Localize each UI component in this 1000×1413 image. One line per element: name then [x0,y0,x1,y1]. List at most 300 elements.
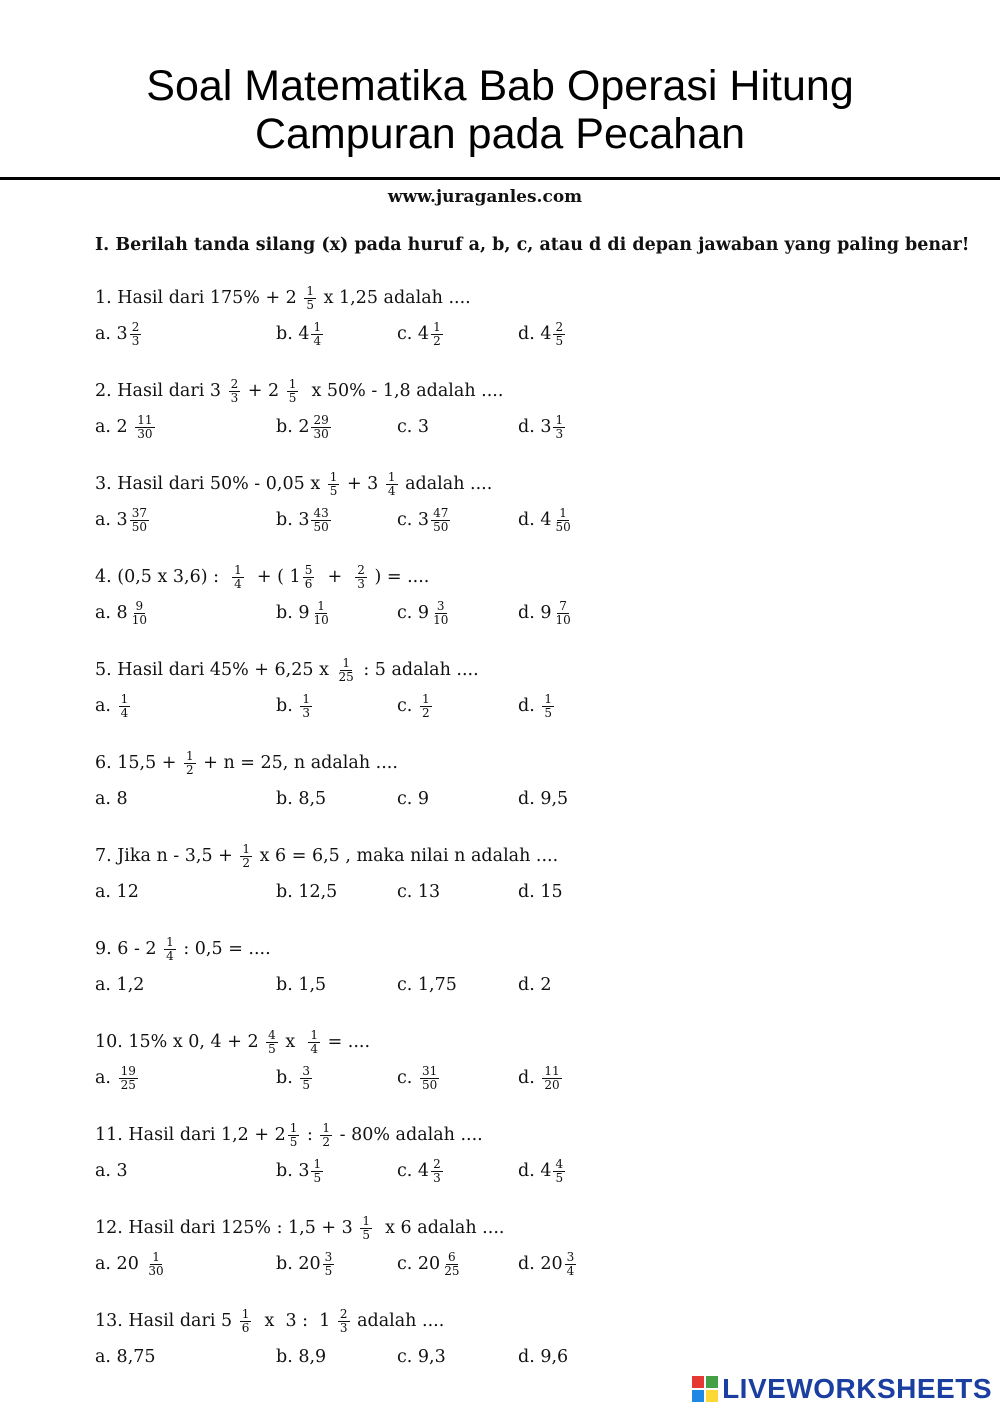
fraction-numerator: 1 [289,1120,298,1135]
option-d[interactable] [518,1347,638,1367]
text-segment: + ( 1 [245,567,301,587]
text-segment: + [316,567,354,587]
fraction-denominator: 25 [338,669,354,684]
option-c[interactable] [397,693,518,720]
question-stem [95,1024,975,1060]
fraction [431,507,450,534]
option-c[interactable] [397,1065,518,1092]
text-segment: a. [95,696,117,716]
option-b[interactable] [276,1065,397,1092]
question-item [95,280,975,373]
fraction-numerator: 1 [313,319,322,334]
question-stem [95,652,975,688]
fraction [287,378,299,405]
fraction [130,600,149,627]
fraction-denominator: 3 [433,1170,441,1185]
option-b[interactable] [276,1347,397,1367]
text-segment: : 0,5 = .... [177,939,271,959]
text-segment: + 3 [341,474,384,494]
fraction-numerator: 3 [436,598,445,613]
text-segment: d. 15 [518,882,563,902]
fraction-denominator: 20 [544,1077,560,1092]
option-c[interactable] [397,1251,518,1278]
question-item [95,373,975,466]
fraction-denominator: 30 [313,426,329,441]
text-segment: 2. Hasil dari 3 [95,381,227,401]
fraction [303,564,315,591]
fraction [184,750,196,777]
option-b[interactable] [276,975,397,995]
text-segment: c. 4 [397,1161,430,1181]
logo-square [692,1390,704,1402]
option-a[interactable] [95,1161,276,1181]
option-a[interactable] [95,321,276,348]
fraction [386,471,398,498]
fraction-denominator: 2 [433,333,441,348]
page-title [0,62,1000,158]
fraction-denominator: 5 [288,390,297,405]
text-segment: a. 1,2 [95,975,145,995]
fraction-numerator: 1 [559,505,567,520]
option-b[interactable] [276,414,397,441]
fraction-denominator: 2 [421,705,430,720]
fraction [553,600,572,627]
fraction-denominator: 30 [137,426,153,441]
title-divider [0,177,1000,180]
fraction-denominator: 5 [302,1077,310,1092]
option-c[interactable] [397,789,518,809]
text-segment: d. 4 [518,510,552,530]
answer-options [95,967,975,1003]
text-segment: c. 9,3 [397,1347,446,1367]
text-segment: d. [518,1068,541,1088]
text-segment: c. 9 [397,603,430,623]
logo-square [692,1376,704,1388]
fraction [266,1029,278,1056]
fraction-denominator: 50 [131,519,147,534]
fraction-denominator: 50 [433,519,449,534]
fraction-denominator: 5 [306,297,315,312]
fraction [300,1065,312,1092]
question-item [95,559,975,652]
fraction-denominator: 50 [421,1077,438,1092]
fraction [240,843,252,870]
fraction [431,1158,443,1185]
text-segment: x 6 adalah .... [374,1218,505,1238]
text-segment: d. 3 [518,417,552,437]
fraction-numerator: 11 [137,412,153,427]
option-a[interactable] [95,507,276,534]
text-segment: 13. Hasil dari 5 [95,1311,238,1331]
option-a[interactable] [95,1347,276,1367]
fraction-numerator: 1 [120,691,129,706]
question-stem [95,838,975,874]
text-segment: d. 4 [518,1161,552,1181]
fraction-numerator: 4 [555,1156,564,1171]
text-segment: 5. Hasil dari 45% + 6,25 x [95,660,335,680]
option-a[interactable] [95,882,276,902]
fraction-denominator: 5 [329,483,338,498]
fraction-numerator: 1 [342,655,350,670]
option-a[interactable] [95,600,276,627]
question-item [95,931,975,1024]
fraction-denominator: 3 [357,576,365,591]
option-d[interactable] [518,1158,638,1185]
option-d[interactable] [518,507,638,534]
option-d[interactable] [518,1065,638,1092]
answer-options [95,874,975,910]
text-segment: 7. Jika n - 3,5 + [95,846,239,866]
text-segment: b. 12,5 [276,882,338,902]
logo-text: LIVEWORKSHEETS [722,1373,992,1404]
fraction-numerator: 1 [310,1027,319,1042]
text-segment: x 50% - 1,8 adalah .... [300,381,504,401]
fraction-numerator: 1 [234,562,242,577]
answer-options [95,1153,975,1189]
text-segment: b. [276,696,299,716]
fraction [442,1251,461,1278]
fraction-numerator: 11 [544,1063,560,1078]
fraction-denominator: 10 [313,612,329,627]
liveworksheets-logo-icon [692,1376,718,1402]
fraction [119,1065,138,1092]
text-segment: ) = .... [368,567,430,587]
text-segment: d. 4 [518,324,552,344]
text-segment: a. 3 [95,324,128,344]
fraction-numerator: 1 [166,934,174,949]
option-b[interactable] [276,1251,397,1278]
option-b[interactable] [276,1158,397,1185]
text-segment: adalah .... [351,1311,445,1331]
fraction-denominator: 4 [387,483,396,498]
answer-options [95,316,975,352]
text-segment: x 1,25 adalah .... [318,288,471,308]
text-segment: c. 9 [397,789,430,809]
fraction [229,378,241,405]
fraction-numerator: 1 [433,319,441,334]
text-segment: b. 1,5 [276,975,327,995]
fraction-denominator: 5 [324,1263,333,1278]
text-segment: c. [397,696,418,716]
fraction-numerator: 3 [302,1063,310,1078]
fraction-denominator: 10 [433,612,449,627]
fraction-denominator: 3 [339,1320,348,1335]
option-c[interactable] [397,1347,518,1367]
text-segment: d. 9,5 [518,789,569,809]
text-segment: d. [518,696,541,716]
fraction-numerator: 37 [131,505,147,520]
text-segment: b. 2 [276,417,310,437]
option-c[interactable] [397,321,518,348]
question-stem [95,745,975,781]
fraction [355,564,367,591]
fraction [320,1122,332,1149]
text-segment: a. 2 [95,417,134,437]
fraction [360,1215,372,1242]
text-segment: d. 9,6 [518,1347,569,1367]
fraction-denominator: 5 [313,1170,322,1185]
fraction-denominator: 4 [313,333,322,348]
fraction [553,321,565,348]
text-segment: a. 12 [95,882,139,902]
option-d[interactable] [518,975,638,995]
fraction-numerator: 29 [313,412,329,427]
question-item [95,745,975,838]
text-segment: x [279,1032,307,1052]
question-stem [95,280,975,316]
question-item [95,466,975,559]
fraction [311,321,323,348]
fraction [311,1158,323,1185]
fraction [311,600,330,627]
question-item [95,1210,975,1303]
fraction-denominator: 5 [555,1170,564,1185]
question-stem [95,373,975,409]
text-segment: b. 20 [276,1254,321,1274]
fraction-numerator: 1 [242,841,251,856]
question-stem [95,1303,975,1339]
text-segment: 9. 6 - 2 [95,939,163,959]
fraction-numerator: 47 [433,505,449,520]
option-b[interactable] [276,321,397,348]
fraction [431,600,450,627]
fraction-numerator: 1 [313,1156,322,1171]
text-segment: b. 9 [276,603,310,623]
fraction-denominator: 2 [186,762,194,777]
text-segment: - 80% adalah .... [334,1125,483,1145]
fraction-denominator: 10 [555,612,571,627]
text-segment: a. 3 [95,510,128,530]
fraction [146,1251,165,1278]
option-a[interactable] [95,693,276,720]
fraction-denominator: 4 [310,1041,319,1056]
question-stem [95,1117,975,1153]
text-segment: d. 2 [518,975,552,995]
fraction [288,1122,300,1149]
option-d[interactable] [518,414,638,441]
fraction [338,1308,350,1335]
fraction [337,657,356,684]
fraction-numerator: 1 [329,469,338,484]
answer-options [95,1339,975,1375]
fraction-denominator: 4 [120,705,129,720]
text-segment: = .... [322,1032,371,1052]
fraction [240,1308,252,1335]
question-item [95,652,975,745]
fraction-numerator: 1 [152,1249,160,1264]
text-segment: a. 8 [95,603,128,623]
liveworksheets-logo[interactable] [692,1373,992,1405]
fraction-numerator: 7 [559,598,567,613]
text-segment: c. 13 [397,882,441,902]
fraction-denominator: 10 [131,612,147,627]
text-segment: : 5 adalah .... [357,660,479,680]
option-b[interactable] [276,693,397,720]
fraction-numerator: 19 [120,1063,136,1078]
option-a[interactable] [95,789,276,809]
answer-options [95,688,975,724]
option-a[interactable] [95,1065,276,1092]
fraction-denominator: 25 [120,1077,136,1092]
text-segment: c. [397,1068,418,1088]
text-segment: 10. 15% x 0, 4 + 2 [95,1032,265,1052]
instruction-text: I. Berilah tanda silang (x) pada huruf a, b, c, atau d di depan jawaban yang paling benar! [95,235,970,255]
fraction-numerator: 2 [555,319,564,334]
fraction-denominator: 5 [555,333,564,348]
text-segment: b. 4 [276,324,310,344]
option-c[interactable] [397,975,518,995]
fraction-denominator: 6 [304,576,313,591]
answer-options [95,502,975,538]
fraction-numerator: 2 [339,1306,348,1321]
fraction [553,1158,565,1185]
fraction [311,507,330,534]
text-segment: c. 3 [397,417,430,437]
text-segment: a. 8,75 [95,1347,156,1367]
fraction-numerator: 2 [230,376,239,391]
option-d[interactable] [518,1251,638,1278]
fraction [420,1065,439,1092]
option-b[interactable] [276,507,397,534]
text-segment: x 6 = 6,5 , maka nilai n adalah .... [254,846,559,866]
text-segment: b. 3 [276,510,310,530]
fraction-numerator: 31 [421,1063,438,1078]
answer-options [95,1246,975,1282]
fraction-denominator: 30 [148,1263,164,1278]
fraction-numerator: 9 [135,598,144,613]
fraction-numerator: 1 [306,283,315,298]
text-segment: 3. Hasil dari 50% - 0,05 x [95,474,326,494]
website-label: www.juraganles.com [387,187,583,207]
text-segment: a. 20 [95,1254,145,1274]
fraction-denominator: 50 [555,519,571,534]
option-a[interactable] [95,975,276,995]
fraction-denominator: 5 [268,1041,276,1056]
fraction-numerator: 1 [555,412,564,427]
fraction-numerator: 2 [131,319,140,334]
title-line-2: Campuran pada Pecahan [254,110,746,158]
fraction [542,693,554,720]
fraction [135,414,154,441]
option-c[interactable] [397,1158,518,1185]
option-c[interactable] [397,600,518,627]
text-segment: d. 9 [518,603,552,623]
fraction-numerator: 1 [241,1306,250,1321]
fraction [164,936,176,963]
fraction-denominator: 5 [544,705,552,720]
fraction [308,1029,320,1056]
text-segment: + 2 [242,381,285,401]
fraction [323,1251,335,1278]
answer-options [95,595,975,631]
question-stem [95,559,975,595]
text-segment: : [301,1125,319,1145]
fraction-numerator: 3 [324,1249,333,1264]
text-segment: c. 3 [397,510,430,530]
fraction [553,507,572,534]
fraction-denominator: 5 [362,1227,370,1242]
option-d[interactable] [518,600,638,627]
text-segment: c. 1,75 [397,975,457,995]
option-c[interactable] [397,417,518,437]
text-segment: adalah .... [399,474,493,494]
fraction [420,693,432,720]
option-c[interactable] [397,882,518,902]
question-stem [95,931,975,967]
question-item [95,1024,975,1117]
option-b[interactable] [276,789,397,809]
fraction-numerator: 2 [433,1156,441,1171]
fraction [130,507,149,534]
fraction-numerator: 1 [387,469,396,484]
fraction-denominator: 3 [131,333,140,348]
text-segment: a. 8 [95,789,128,809]
option-a[interactable] [95,414,276,441]
fraction-denominator: 6 [241,1320,250,1335]
fraction [431,321,443,348]
fraction-denominator: 2 [242,855,251,870]
fraction [565,1251,577,1278]
option-b[interactable] [276,600,397,627]
fraction [119,693,131,720]
fraction-numerator: 1 [302,691,310,706]
text-segment: 4. (0,5 x 3,6) : [95,567,231,587]
fraction [304,285,316,312]
fraction-numerator: 1 [317,598,325,613]
fraction-numerator: 3 [566,1249,575,1264]
fraction-denominator: 3 [302,705,310,720]
fraction-numerator: 2 [357,562,365,577]
answer-options [95,781,975,817]
fraction-denominator: 3 [555,426,564,441]
option-d[interactable] [518,321,638,348]
question-stem [95,1210,975,1246]
fraction-numerator: 1 [288,376,297,391]
fraction [542,1065,561,1092]
fraction [130,321,142,348]
fraction [553,414,565,441]
text-segment: 12. Hasil dari 125% : 1,5 + 3 [95,1218,359,1238]
fraction [232,564,244,591]
logo-square [706,1376,718,1388]
fraction-numerator: 6 [448,1249,456,1264]
fraction-numerator: 1 [544,691,552,706]
option-d[interactable] [518,693,638,720]
answer-options [95,1060,975,1096]
option-d[interactable] [518,882,638,902]
option-d[interactable] [518,789,638,809]
fraction [328,471,340,498]
fraction-denominator: 5 [289,1134,298,1149]
text-segment: c. 20 [397,1254,441,1274]
option-b[interactable] [276,882,397,902]
fraction-denominator: 2 [322,1134,331,1149]
fraction-numerator: 1 [322,1120,331,1135]
question-item [95,838,975,931]
logo-square [706,1390,718,1402]
option-a[interactable] [95,1251,276,1278]
fraction-numerator: 1 [186,748,194,763]
text-segment: b. 8,5 [276,789,327,809]
text-segment: b. 8,9 [276,1347,327,1367]
answer-options [95,409,975,445]
fraction [300,693,312,720]
text-segment: 1. Hasil dari 175% + 2 [95,288,303,308]
text-segment: 11. Hasil dari 1,2 + 2 [95,1125,286,1145]
fraction-numerator: 1 [362,1213,370,1228]
option-c[interactable] [397,507,518,534]
text-segment: a. [95,1068,117,1088]
